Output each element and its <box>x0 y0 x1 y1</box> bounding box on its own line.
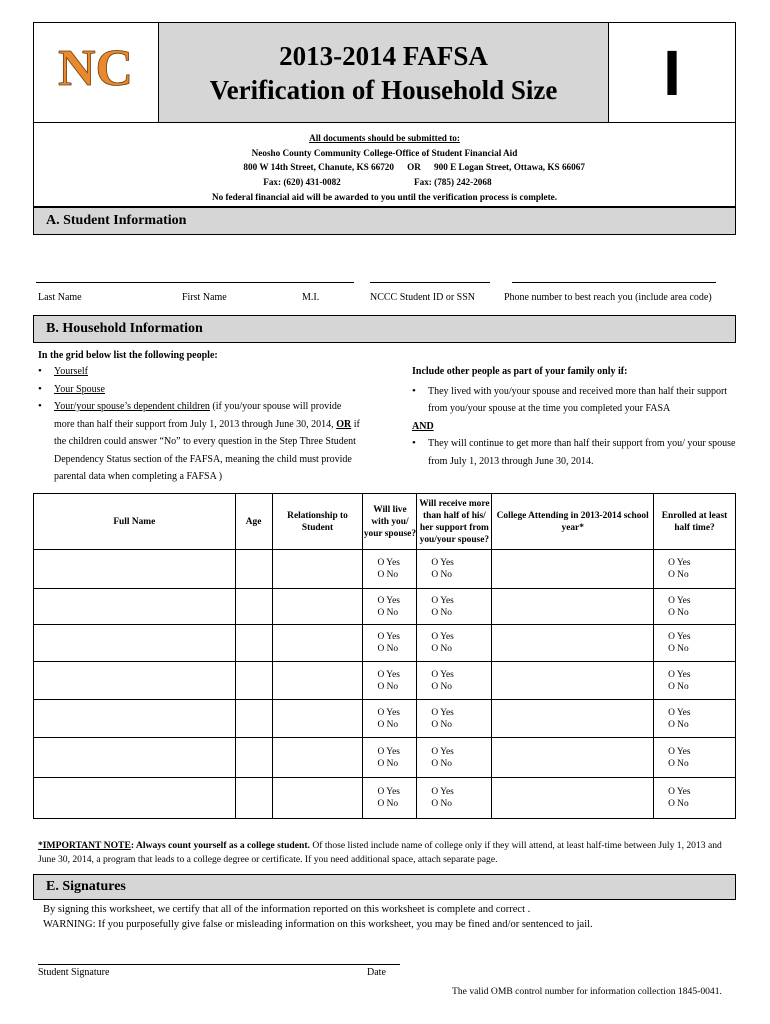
relationship-cell[interactable] <box>272 778 363 819</box>
no-option[interactable]: O No <box>377 758 399 769</box>
college-cell[interactable] <box>492 700 654 738</box>
yes-option[interactable]: O Yes <box>668 746 691 757</box>
enrolled-cell <box>654 700 736 738</box>
age-cell[interactable] <box>235 550 272 589</box>
yes-no-options <box>654 595 735 619</box>
enrolled-cell <box>654 550 736 589</box>
live-with-cell <box>363 778 417 819</box>
title-year: 2013-2014 FAFSA <box>279 40 488 71</box>
enrolled-cell <box>654 625 736 662</box>
fax-row <box>34 175 735 190</box>
certify-text: By signing this worksheet, we certify that all of the information reported on this worksheet is complete and correct . <box>43 904 531 915</box>
no-option[interactable]: O No <box>431 681 452 692</box>
name-line[interactable] <box>36 282 354 283</box>
dependent-line5: parental data when completing a FAFSA ) <box>54 471 223 482</box>
household-intro <box>38 347 218 365</box>
yes-no-options <box>417 707 491 731</box>
relationship-cell[interactable] <box>272 625 363 662</box>
table-row <box>34 700 736 738</box>
section-a-header <box>33 207 736 235</box>
list-item <box>38 381 403 399</box>
support-cell <box>417 778 492 819</box>
header-live-with: Will live with you/ your spouse? <box>363 494 417 550</box>
support-cell <box>417 589 492 625</box>
grid-header-row <box>34 494 736 550</box>
yes-option[interactable]: O Yes <box>377 669 400 680</box>
enrolled-cell <box>654 778 736 819</box>
no-option[interactable]: O No <box>377 644 399 654</box>
chanute-address: 800 W 14th Street, Chanute, KS 66720 <box>243 162 394 173</box>
live-with-cell <box>363 550 417 589</box>
live-with-cell <box>363 589 417 625</box>
dependent-line2-post: if <box>351 418 360 430</box>
college-cell[interactable] <box>492 589 654 625</box>
no-option[interactable]: O No <box>668 681 689 692</box>
no-option[interactable]: O No <box>668 570 689 580</box>
no-option[interactable]: O No <box>668 607 689 618</box>
enrolled-cell <box>654 738 736 778</box>
note-bold: : Always count yourself as a college student. <box>130 840 310 851</box>
form-letter-cell <box>609 23 735 122</box>
signature-statements <box>43 903 593 932</box>
yourself-text: Yourself <box>54 366 88 377</box>
ottawa-address: 900 E Logan Street, Ottawa, KS 66067 <box>434 162 585 173</box>
logo-n: NC <box>58 39 134 97</box>
other-people-criteria <box>412 363 737 470</box>
criteria-1: They lived with you/your spouse and received more than half their support from you/your spouse at the time you completed your FASA <box>428 385 728 414</box>
college-cell[interactable] <box>492 738 654 778</box>
yes-no-options <box>363 557 416 581</box>
household-grid <box>33 493 736 819</box>
list-item <box>412 435 737 470</box>
and-text: AND <box>412 420 434 432</box>
student-id-label: NCCC Student ID or SSN <box>370 292 476 303</box>
name-cell[interactable] <box>34 738 236 778</box>
yes-option[interactable]: O Yes <box>377 707 400 718</box>
spouse-text: Your Spouse <box>54 383 105 395</box>
list-item <box>38 363 403 381</box>
support-cell <box>417 700 492 738</box>
name-cell[interactable] <box>34 778 236 819</box>
name-cell[interactable] <box>34 625 236 662</box>
submit-heading: All documents should be submitted to: <box>309 133 460 143</box>
header-enrolled: Enrolled at least half time? <box>654 494 736 550</box>
dependent-line4: Dependency Status section of the FAFSA, meaning the child must provide <box>54 453 352 465</box>
address-or: OR <box>407 162 421 173</box>
no-option[interactable]: O No <box>431 758 452 769</box>
enrolled-cell <box>654 662 736 700</box>
yes-no-options <box>654 707 735 731</box>
student-id-line[interactable] <box>370 282 490 283</box>
section-e-title: E. Signatures <box>46 879 126 894</box>
yes-no-options <box>654 786 735 810</box>
yes-no-options <box>417 557 491 581</box>
first-name-label: First Name <box>182 292 227 303</box>
name-cell[interactable] <box>34 700 236 738</box>
yes-no-options <box>417 746 491 770</box>
phone-line[interactable] <box>512 282 716 283</box>
age-cell[interactable] <box>235 625 272 662</box>
warning-text: WARNING: If you purposefully give false or misleading information on this worksheet, you may be fined and/or sentenced to jail. <box>43 918 593 930</box>
header-relationship: Relationship to Student <box>272 494 363 550</box>
yes-option[interactable]: O Yes <box>377 558 400 568</box>
signature-line[interactable] <box>38 964 400 965</box>
yes-no-options <box>363 595 416 619</box>
phone-label: Phone number to best reach you (include area code) <box>504 292 712 303</box>
yes-no-options <box>417 669 491 693</box>
no-option[interactable]: O No <box>668 644 689 654</box>
enrolled-cell <box>654 589 736 625</box>
no-option[interactable]: O No <box>668 799 689 809</box>
section-a-title: A. Student Information <box>46 213 187 228</box>
college-cell[interactable] <box>492 550 654 589</box>
important-note <box>38 839 736 867</box>
yes-option[interactable]: O Yes <box>668 632 691 642</box>
yes-no-options <box>417 631 491 655</box>
yes-option[interactable]: O Yes <box>431 558 454 568</box>
college-logo <box>34 23 159 122</box>
live-with-cell <box>363 662 417 700</box>
yes-no-options <box>363 669 416 693</box>
form-title <box>159 23 609 122</box>
dependent-or: OR <box>336 418 352 430</box>
dependent-line2-pre: more than half their support from July 1, 2013 through June 30, 2014, <box>54 418 337 430</box>
yes-option[interactable]: O Yes <box>377 746 400 757</box>
title-name: Verification of Household Size <box>209 74 558 105</box>
other-people-intro: Include other people as part of your family only if: <box>412 366 628 377</box>
yes-no-options <box>654 631 735 655</box>
age-cell[interactable] <box>235 589 272 625</box>
college-cell[interactable] <box>492 778 654 819</box>
table-row <box>34 738 736 778</box>
chanute-fax: Fax: (620) 431-0082 <box>263 177 341 188</box>
last-name-label: Last Name <box>38 292 82 303</box>
age-cell[interactable] <box>235 700 272 738</box>
table-row <box>34 662 736 700</box>
header-college: College Attending in 2013-2014 school year* <box>492 494 654 550</box>
submission-info <box>33 123 736 207</box>
yes-no-options <box>363 631 416 655</box>
yes-option[interactable]: O Yes <box>668 558 691 568</box>
table-row <box>34 550 736 589</box>
note-label: *IMPORTANT NOTE <box>38 840 131 851</box>
list-item <box>412 383 737 418</box>
yes-no-options <box>654 746 735 770</box>
no-option[interactable]: O No <box>431 799 452 809</box>
yes-option[interactable]: O Yes <box>377 595 400 606</box>
yes-option[interactable]: O Yes <box>431 746 454 757</box>
table-row <box>34 778 736 819</box>
yes-option[interactable]: O Yes <box>431 632 454 642</box>
office-name: Neosho County Community College-Office of Student Financial Aid <box>251 147 518 158</box>
no-option[interactable]: O No <box>377 681 399 692</box>
yes-option[interactable]: O Yes <box>431 595 454 606</box>
yes-no-options <box>417 595 491 619</box>
support-cell <box>417 662 492 700</box>
table-row <box>34 589 736 625</box>
mi-label: M.I. <box>302 292 320 303</box>
no-option[interactable]: O No <box>668 719 689 730</box>
yes-no-options <box>363 786 416 810</box>
section-b-header <box>33 315 736 343</box>
yes-option[interactable]: O Yes <box>668 595 691 606</box>
no-option[interactable]: O No <box>377 570 399 580</box>
age-cell[interactable] <box>235 778 272 819</box>
header-support: Will receive more than half of his/ her support from you/your spouse? <box>417 494 492 550</box>
yes-option[interactable]: O Yes <box>377 787 400 797</box>
no-option[interactable]: O No <box>377 799 399 809</box>
verification-warning: No federal financial aid will be awarded to you until the verification process is complete. <box>211 191 558 202</box>
yes-option[interactable]: O Yes <box>668 707 691 718</box>
yes-no-options <box>417 786 491 810</box>
yes-no-options <box>654 669 735 693</box>
live-with-cell <box>363 700 417 738</box>
ottawa-fax: Fax: (785) 242-2068 <box>414 177 492 188</box>
yes-option[interactable]: O Yes <box>377 632 400 642</box>
name-cell[interactable] <box>34 662 236 700</box>
household-intro-text: In the grid below list the following people: <box>38 350 218 361</box>
header-full-name: Full Name <box>34 494 236 550</box>
address-row <box>34 160 735 175</box>
no-option[interactable]: O No <box>431 719 452 730</box>
support-cell <box>417 550 492 589</box>
support-cell <box>417 625 492 662</box>
college-cell[interactable] <box>492 625 654 662</box>
list-item <box>38 398 403 486</box>
yes-option[interactable]: O Yes <box>431 707 454 718</box>
omb-number: The valid OMB control number for information collection 1845-0041. <box>452 986 722 997</box>
yes-option[interactable]: O Yes <box>431 669 454 680</box>
criteria-2: They will continue to get more than half their support from you/ your spouse from July 1, 2013 through June 30, 2014. <box>428 438 736 467</box>
yes-no-options <box>654 557 735 581</box>
table-row <box>34 625 736 662</box>
form-header <box>33 22 736 123</box>
no-option[interactable]: O No <box>431 607 452 618</box>
relationship-cell[interactable] <box>272 738 363 778</box>
header-age: Age <box>235 494 272 550</box>
relationship-cell[interactable] <box>272 662 363 700</box>
grid-body <box>34 550 736 819</box>
yes-no-options <box>363 746 416 770</box>
name-cell[interactable] <box>34 589 236 625</box>
nc-logo-icon <box>56 33 136 113</box>
no-option[interactable]: O No <box>431 644 452 654</box>
people-to-list <box>38 363 403 486</box>
section-e-header <box>33 874 736 900</box>
no-option[interactable]: O No <box>668 758 689 769</box>
live-with-cell <box>363 625 417 662</box>
date-label: Date <box>367 967 386 978</box>
age-cell[interactable] <box>235 662 272 700</box>
section-b-title: B. Household Information <box>46 321 203 336</box>
name-cell[interactable] <box>34 550 236 589</box>
age-cell[interactable] <box>235 738 272 778</box>
support-cell <box>417 738 492 778</box>
relationship-cell[interactable] <box>272 589 363 625</box>
form-letter: I <box>663 36 681 109</box>
yes-option[interactable]: O Yes <box>668 669 691 680</box>
student-signature-label: Student Signature <box>38 967 110 978</box>
yes-option[interactable]: O Yes <box>668 787 691 797</box>
no-option[interactable]: O No <box>377 607 399 618</box>
relationship-cell[interactable] <box>272 550 363 589</box>
note-rest: Of those listed include name of college only if they will attend, at least half-time between July 1, 2013 and June 30, 2014, a program that leads to a college degree or certificate. If you need additional space, attach separate page. <box>38 840 722 865</box>
no-option[interactable]: O No <box>431 570 452 580</box>
dependent-rest-1: (if you/your spouse will provide <box>209 401 342 412</box>
dependent-children-text: Your/your spouse’s dependent children <box>54 401 210 412</box>
college-cell[interactable] <box>492 662 654 700</box>
relationship-cell[interactable] <box>272 700 363 738</box>
live-with-cell <box>363 738 417 778</box>
dependent-line3: the children could answer “No” to every question in the Step Three Student <box>54 436 356 447</box>
no-option[interactable]: O No <box>377 719 399 730</box>
yes-no-options <box>363 707 416 731</box>
yes-option[interactable]: O Yes <box>431 787 454 797</box>
